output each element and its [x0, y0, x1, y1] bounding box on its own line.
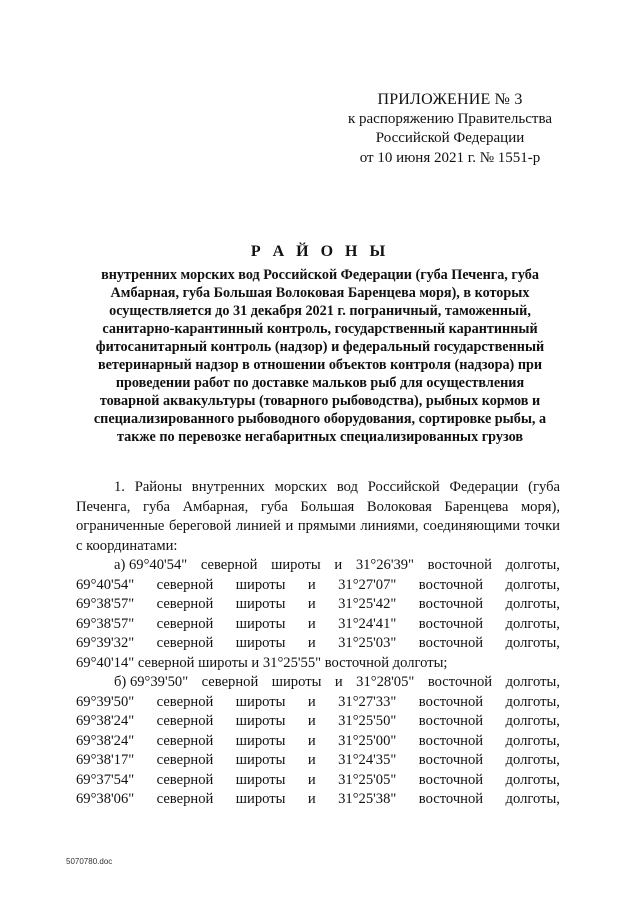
coordinate-item-a-last: 69°40'14" северной широты и 31°25'55" восточной долготы;	[76, 654, 448, 671]
longitude-value: 31°25'38"	[338, 791, 397, 807]
subtitle-line: товарной аквакультуры (товарного рыбоводства), рыбных кормов и	[99, 393, 541, 409]
word-and: и	[307, 576, 316, 593]
word-longitude: долготы,	[505, 693, 560, 710]
word-and: и	[307, 752, 316, 768]
subtitle-line: ветеринарный надзор в отношении объектов контроля (надзора) при	[97, 357, 543, 373]
coordinate-item-b-first	[76, 673, 560, 693]
word-east: восточной	[418, 732, 484, 749]
subtitle-line: Амбарная, губа Большая Волоковая Баренцева моря), в которых	[110, 285, 530, 301]
word-latitude: широты	[235, 791, 286, 807]
appendix-block	[330, 90, 570, 168]
appendix-line-1: к распоряжению Правительства	[347, 110, 552, 127]
word-and: и	[307, 771, 316, 788]
latitude-value: 69°37'54"	[76, 771, 135, 788]
word-and: и	[307, 732, 316, 749]
word-and: и	[307, 693, 316, 710]
coordinate-row	[76, 615, 560, 635]
word-longitude: долготы,	[505, 791, 560, 807]
word-north: северной	[200, 557, 258, 573]
coordinate-row	[76, 712, 560, 732]
subtitle-line: санитарно-карантинный контроль, государственный карантинный	[102, 321, 538, 337]
longitude-value: 31°27'33"	[338, 693, 397, 710]
subtitle-line: внутренних морских вод Российской Федерации (губа Печенга, губа	[101, 267, 539, 283]
word-longitude: долготы,	[505, 596, 560, 612]
coordinate-row	[76, 634, 560, 654]
appendix-line-2: Российской Федерации	[375, 130, 525, 146]
coordinate-row	[76, 790, 560, 810]
latitude-value: 69°39'50"	[76, 693, 135, 710]
latitude-value: 69°38'17"	[76, 752, 135, 768]
word-latitude: широты	[235, 752, 286, 768]
word-latitude: широты	[235, 713, 286, 729]
word-and: и	[307, 791, 316, 807]
word-north: северной	[156, 615, 214, 632]
subtitle-line: специализированного рыбоводного оборудования, сортировке рыбы, а	[93, 411, 547, 427]
appendix-heading: ПРИЛОЖЕНИЕ № 3	[377, 91, 523, 108]
document-body	[76, 478, 560, 810]
word-east: восточной	[418, 635, 484, 651]
word-east: восточной	[418, 596, 484, 612]
word-north: северной	[156, 713, 214, 729]
word-north: северной	[156, 576, 214, 593]
longitude-value: 31°25'50"	[338, 713, 397, 729]
word-latitude: широты	[271, 674, 322, 690]
latitude-value: 69°40'54"	[129, 557, 188, 573]
longitude-value: 31°26'39"	[355, 557, 415, 573]
word-longitude: долготы,	[505, 713, 560, 729]
word-latitude: широты	[235, 732, 286, 749]
word-longitude: долготы,	[505, 557, 560, 573]
latitude-value: 69°40'54"	[76, 576, 135, 593]
paragraph-1: 1. Районы внутренних морских вод Российской Федерации (губа Печенга, губа Амбарная, губа Большая Волоковая Баренцева моря), ограниченные береговой линией и прямыми линиями, соединяющими точки с координатами:	[76, 479, 560, 554]
latitude-value: 69°38'06"	[76, 791, 135, 807]
word-latitude: широты	[271, 557, 321, 573]
document-subtitle	[80, 266, 560, 446]
longitude-value: 31°24'35"	[338, 752, 397, 768]
longitude-value: 31°25'00"	[338, 732, 397, 749]
latitude-value: 69°39'32"	[76, 635, 135, 651]
word-longitude: долготы,	[505, 635, 560, 651]
word-east: восточной	[418, 576, 484, 593]
subtitle-line: фитосанитарный контроль (надзор) и федеральный государственный	[95, 339, 545, 355]
word-latitude: широты	[235, 771, 286, 788]
longitude-value: 31°28'05"	[356, 674, 415, 690]
word-latitude: широты	[235, 693, 286, 710]
longitude-value: 31°24'41"	[338, 615, 397, 632]
latitude-value: 69°38'24"	[76, 732, 135, 749]
subtitle-line: проведении работ по доставке мальков рыб для осуществления	[115, 375, 525, 391]
longitude-value: 31°25'03"	[338, 635, 397, 651]
subtitle-line: осуществляется до 31 декабря 2021 г. пограничный, таможенный,	[109, 303, 531, 319]
longitude-value: 31°27'07"	[338, 576, 397, 593]
word-north: северной	[156, 752, 214, 768]
longitude-value: 31°25'42"	[338, 596, 397, 612]
word-latitude: широты	[235, 576, 286, 593]
coordinate-row	[76, 751, 560, 771]
latitude-value: 69°38'57"	[76, 596, 135, 612]
word-east: восточной	[418, 713, 484, 729]
coordinate-item-a-first	[76, 556, 560, 576]
coordinate-rows-a	[76, 576, 560, 654]
word-north: северной	[156, 732, 214, 749]
item-prefix: б)	[114, 674, 127, 690]
coordinate-row	[76, 595, 560, 615]
word-east: восточной	[427, 557, 492, 573]
latitude-value: 69°38'57"	[76, 615, 135, 632]
word-longitude: долготы,	[505, 752, 560, 768]
word-and: и	[307, 635, 316, 651]
coordinate-row	[76, 693, 560, 713]
appendix-line-3: от 10 июня 2021 г. № 1551-р	[359, 149, 541, 166]
word-latitude: широты	[235, 615, 286, 632]
coordinate-row	[76, 771, 560, 791]
file-name-footer: 5070780.doc	[66, 857, 113, 866]
word-north: северной	[156, 771, 214, 788]
word-north: северной	[156, 596, 214, 612]
word-north: северной	[201, 674, 259, 690]
word-longitude: долготы,	[505, 576, 560, 593]
latitude-value: 69°38'24"	[76, 713, 135, 729]
subtitle-line: также по перевозке негабаритных специализированных грузов	[116, 429, 524, 445]
coordinate-row	[76, 576, 560, 596]
coordinate-row	[76, 732, 560, 752]
word-latitude: широты	[235, 596, 286, 612]
word-east: восточной	[427, 674, 493, 690]
word-north: северной	[156, 635, 214, 651]
word-longitude: долготы,	[505, 674, 560, 690]
word-north: северной	[156, 791, 214, 807]
word-east: восточной	[418, 771, 484, 788]
word-east: восточной	[418, 693, 484, 710]
document-title: Р А Й О Н Ы	[250, 243, 390, 260]
word-east: восточной	[418, 615, 484, 632]
word-and: и	[307, 596, 316, 612]
word-and: и	[334, 557, 343, 573]
item-prefix: а)	[114, 557, 126, 573]
word-longitude: долготы,	[505, 771, 560, 788]
coordinate-rows-b	[76, 693, 560, 810]
word-and: и	[307, 615, 316, 632]
word-north: северной	[156, 693, 214, 710]
word-east: восточной	[418, 791, 484, 807]
word-and: и	[334, 674, 343, 690]
longitude-value: 31°25'05"	[338, 771, 397, 788]
word-east: восточной	[418, 752, 484, 768]
word-latitude: широты	[235, 635, 286, 651]
latitude-value: 69°39'50"	[129, 674, 189, 690]
word-and: и	[307, 713, 316, 729]
word-longitude: долготы,	[505, 732, 560, 749]
word-longitude: долготы,	[505, 615, 560, 632]
